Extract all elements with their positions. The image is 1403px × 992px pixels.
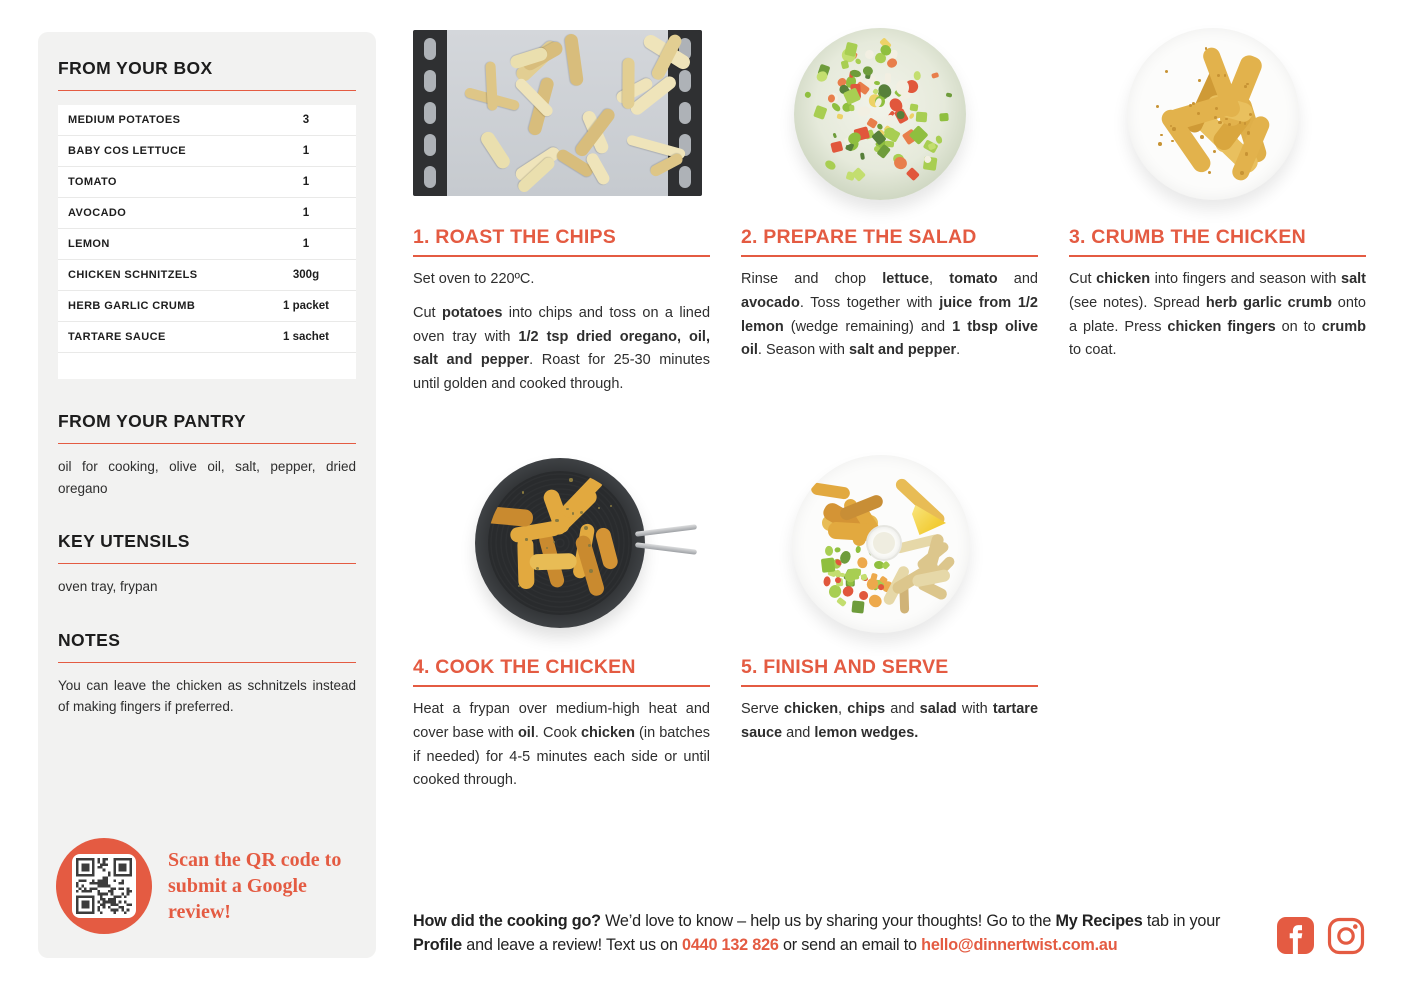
step-paragraph [741,268,1038,363]
photo-shape [946,93,953,99]
photo-shape [896,80,909,95]
photo-shape [594,526,619,570]
photo-shape [1158,142,1162,146]
step-1-body [413,268,710,397]
text-segment: into chips and toss on a lined oven tray with [413,304,711,345]
ingredient-name: TOMATO [68,176,117,188]
photo-salad-bowl [794,28,966,200]
sidebar [38,32,376,958]
photo-shape [553,541,555,543]
text-segment: Rinse and chop [741,271,883,287]
text-segment: or send an email to [778,936,922,955]
qr-code-icon [72,854,136,918]
notes-section [58,630,356,718]
photo-shape [424,102,436,124]
text-segment: chicken [784,701,839,717]
key-utensils-title: KEY UTENSILS [58,531,190,552]
step-paragraph [413,268,710,292]
text-segment: with [956,701,993,717]
step-4-rule [413,685,710,687]
ingredient-name: TARTARE SAUCE [68,331,166,343]
photo-shape [598,507,600,509]
divider [58,662,356,663]
photo-shape [832,133,837,139]
step-paragraph [741,698,1038,746]
pan-handle [635,524,697,537]
text-segment: How did the cooking go? [413,912,601,930]
photo-shape [856,556,869,570]
ingredient-qty: 300g [292,269,320,281]
photo-shape [810,482,851,500]
ingredient-name: CHICKEN SCHNITZELS [68,269,198,281]
ingredient-qty: 1 [302,145,310,157]
text-segment: oil [517,724,535,741]
text-segment: chicken fingers [1167,318,1276,335]
ingredient-row [58,198,356,229]
text-segment: . Roast for 25-30 minutes until golden and cooked through. [413,352,710,393]
photo-shape [610,505,612,507]
photo-shape [1240,171,1244,175]
photo-shape [1214,116,1217,119]
text-segment: and leave a review! Text us on [461,936,683,955]
photo-shape [837,113,844,119]
text-segment: avocado [741,294,800,311]
facebook-icon[interactable] [1277,917,1314,954]
ingredient-row [58,260,356,291]
step-5-rule [741,685,1038,687]
photo-shape [525,538,527,540]
text-segment: Heat a frypan over medium-high heat and cover base with [413,701,710,741]
link-text[interactable]: hello@dinnertwist.com.au [921,936,1118,955]
text-segment: . Season with [757,342,849,359]
photo-finished-plate [792,455,970,633]
photo-shape [847,78,855,83]
photo-shape [854,58,862,66]
photo-shape [824,159,837,171]
photo-shape [848,105,854,111]
text-segment: . Cook [534,724,581,741]
photo-shape [836,597,847,607]
photo-shape [1208,171,1211,174]
photo-shape [1156,105,1159,108]
photo-shape [910,104,919,112]
photo-shape [679,166,691,188]
text-segment: 1 tbsp olive oil [741,318,1038,359]
photo-shape [566,508,569,511]
text-segment: herb garlic crumb [1205,294,1332,311]
photo-shape [935,135,943,145]
photo-shape [518,585,520,587]
from-your-box-section [58,58,356,379]
photo-shape [813,105,828,120]
text-segment: 1/2 tsp dried oregano, oil, salt and pepper [413,328,710,369]
text-segment: My Recipes [1055,912,1143,930]
step-4-title: 4. COOK THE CHICKEN [413,656,636,678]
ingredients-table [58,105,356,379]
photo-shape [424,70,436,92]
qr-caption: Scan the QR code to submit a Google review! [168,849,342,923]
photo-shape [860,153,865,160]
ingredient-qty: 1 [302,207,310,219]
from-your-box-title: FROM YOUR BOX [58,58,213,78]
text-segment: to coat. [1069,342,1117,359]
step-paragraph [1069,268,1366,363]
photo-shape [1160,134,1162,136]
footer-review-text [413,909,1258,958]
text-segment: into fingers and season with [1150,271,1341,287]
photo-shape [846,171,856,180]
text-segment: chicken [1096,271,1151,287]
photo-shape [589,569,593,573]
photo-shape [522,491,524,493]
step-4-body [413,698,710,793]
text-segment: , [838,701,848,717]
step-2-body [741,268,1038,363]
text-segment: . Toss together with [799,294,940,311]
photo-shape [914,71,921,80]
photo-shape [1218,121,1222,125]
photo-shape [865,50,874,59]
photo-shape [852,600,865,613]
photo-shape [1198,79,1201,82]
photo-shape [488,505,534,527]
step-2-rule [741,255,1038,257]
photo-shape [874,80,880,85]
step-paragraph [413,698,710,793]
link-text[interactable]: 0440 132 826 [682,936,779,955]
text-segment: tartare sauce [741,701,1039,741]
photo-shape [877,584,884,590]
text-segment: and [997,271,1038,287]
ingredient-name: HERB GARLIC CRUMB [68,300,196,312]
photo-shape [1200,135,1204,139]
photo-shape [424,134,436,156]
text-segment: salad [919,701,957,717]
divider [58,443,356,444]
ingredient-row [58,291,356,322]
pan-surface [488,471,632,615]
photo-shape [825,546,833,556]
photo-shape [1172,127,1176,131]
photo-shape [830,141,843,153]
photo-crumbed-chicken [1127,28,1299,200]
photo-shape [1171,140,1174,143]
photo-shape [856,545,862,552]
photo-frypan-chicken [475,458,645,628]
ingredient-qty: 1 [302,176,310,188]
ingredient-name: LEMON [68,238,110,250]
photo-shape [823,576,831,587]
ingredient-name: MEDIUM POTATOES [68,114,181,126]
ingredient-row [58,167,356,198]
photo-shape [1245,152,1248,155]
ingredient-qty: 1 [302,238,310,250]
from-your-pantry-title: FROM YOUR PANTRY [58,411,246,431]
ingredient-row [58,229,356,260]
photo-shape [804,91,812,99]
text-segment: Set oven to 220ºC. [413,271,535,287]
ingredient-row [58,105,356,136]
qr-circle [56,838,152,934]
photo-shape [584,526,588,530]
utensils-text: oven tray, frypan [58,579,158,595]
photo-shape [424,166,436,188]
text-segment: potatoes [441,304,503,321]
text-segment: lettuce [882,271,930,287]
qr-review-block [56,838,364,934]
photo-shape [679,102,691,124]
pan-handle [635,542,697,555]
step-5-title: 5. FINISH AND SERVE [741,656,949,678]
photo-shape [939,113,948,122]
text-segment: tomato [949,271,998,287]
photo-shape [679,70,691,92]
photo-shape [886,58,899,70]
ingredient-qty: 3 [302,114,310,126]
text-segment: Profile [413,936,462,955]
text-segment: (wedge remaining) and [783,318,953,335]
photo-shape [830,101,841,112]
photo-shape [884,73,890,83]
text-segment: (see notes). Spread [1069,294,1206,311]
text-segment: chicken [580,724,635,741]
text-segment: lemon wedges. [814,724,919,741]
text-segment: Cut [1069,271,1097,287]
photo-shape [622,58,635,109]
from-your-pantry-section [58,411,356,499]
divider [58,563,356,564]
photo-shape [1213,150,1216,153]
pantry-text: oil for cooking, olive oil, salt, pepper, dried oregano [58,459,356,496]
photo-shape [905,167,919,181]
text-segment: tab in your [1142,912,1221,930]
photo-shape [580,511,583,514]
text-segment: salt and pepper [849,342,957,359]
ingredient-qty: 1 packet [282,300,330,312]
tartare-ramekin [866,525,902,561]
ingredient-row [58,136,356,167]
photo-shape [867,592,884,609]
step-paragraph [413,302,710,397]
text-segment: crumb [1321,318,1367,335]
text-segment: (in batches if needed) for 4-5 minutes each side or until cooked through. [413,724,711,789]
photo-shape [1165,70,1168,73]
text-segment: , [929,271,950,287]
notes-title: NOTES [58,629,121,650]
photo-shape [569,478,572,481]
photo-shape [896,110,904,118]
photo-shape [840,584,855,599]
ingredient-name: BABY COS LETTUCE [68,145,187,157]
text-segment: juice from 1/2 lemon [741,294,1038,335]
photo-shape [1197,112,1200,115]
photo-roast-chips [413,30,702,196]
notes-text: You can leave the chicken as schnitzels instead of making fingers if preferred. [58,677,356,715]
photo-shape [834,547,841,553]
step-3-rule [1069,255,1366,257]
step-3-title: 3. CRUMB THE CHICKEN [1069,226,1306,248]
ingredient-qty: 1 sachet [282,331,330,343]
text-segment: and [782,724,815,741]
text-segment: salt [1341,271,1366,287]
text-segment: chips [847,701,886,717]
text-segment: Serve [741,701,785,717]
photo-shape [856,105,871,118]
key-utensils-section [58,531,356,598]
text-segment: and [885,701,920,717]
step-3-body [1069,268,1366,363]
text-segment: We’d love to know – help us by sharing your thoughts! Go to the [600,912,1056,930]
instagram-icon[interactable] [1327,917,1364,954]
step-1-rule [413,255,710,257]
photo-shape [1192,102,1195,105]
tartare-sauce [873,532,895,554]
photo-shape [931,72,939,79]
photo-shape [413,30,447,196]
photo-shape [821,557,835,572]
step-2-title: 2. PREPARE THE SALAD [741,226,977,248]
photo-shape [1244,85,1247,88]
step-5-body [741,698,1038,746]
divider [58,90,356,91]
text-segment: onto a plate. Press [1069,294,1366,335]
text-segment: Cut [413,304,442,321]
text-segment: . [956,342,961,359]
ingredient-row [58,322,356,353]
text-segment: on to [1275,318,1322,335]
step-1-title: 1. ROAST THE CHIPS [413,226,616,248]
photo-shape [916,112,928,123]
photo-shape [909,112,915,119]
photo-shape [424,38,436,60]
ingredient-name: AVOCADO [68,207,127,219]
